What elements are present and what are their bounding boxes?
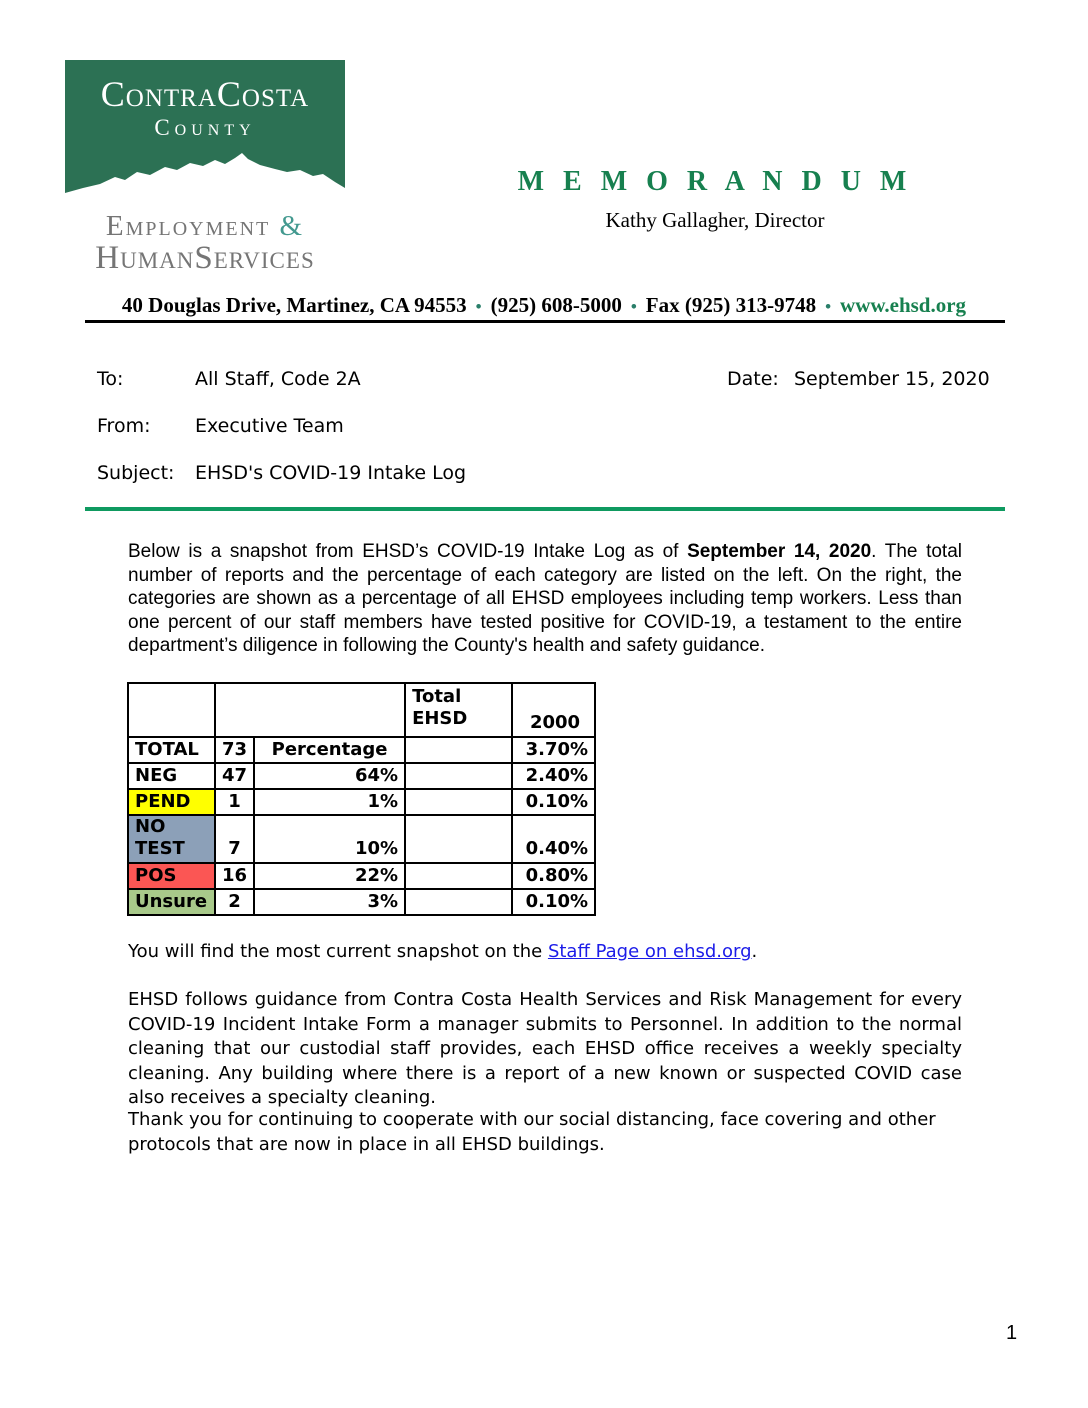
from-label: From: (97, 415, 151, 437)
logo-employment-text: Employment (105, 210, 280, 242)
row-percentage: 3% (254, 889, 405, 915)
header-2000: 2000 (512, 683, 595, 737)
row-label: NO TEST (128, 815, 215, 863)
date-value: September 15, 2020 (794, 368, 990, 390)
table-row-no-test (128, 815, 595, 863)
contact-website-link[interactable]: www.ehsd.org (840, 293, 967, 317)
row-count: 73 (215, 737, 254, 763)
intro-paragraph (128, 540, 962, 658)
bullet-icon: • (825, 297, 832, 316)
p1-bold-date: September 14, 2020 (687, 541, 872, 562)
row-ehsd (405, 789, 512, 815)
contact-phone: (925) 608-5000 (490, 293, 622, 317)
row-of2000: 0.40% (512, 815, 595, 863)
row-count: 1 (215, 789, 254, 815)
page-number: 1 (1006, 1322, 1018, 1344)
table-row-total (128, 737, 595, 763)
contact-fax: Fax (925) 313-9748 (645, 293, 817, 317)
to-value: All Staff, Code 2A (195, 368, 361, 390)
memo-title: M E M O R A N D U M (517, 166, 913, 197)
date-label: Date: (727, 368, 779, 390)
row-label: TOTAL (128, 737, 215, 763)
row-count: 16 (215, 863, 254, 889)
snapshot-link-paragraph (128, 941, 962, 962)
subject-divider (85, 507, 1005, 511)
staff-page-link[interactable]: Staff Page on ehsd.org (547, 941, 752, 962)
table-row-pos (128, 863, 595, 889)
row-label: PEND (128, 789, 215, 815)
row-of2000: 0.80% (512, 863, 595, 889)
table-header-row (128, 683, 595, 737)
logo-ampersand: & (279, 210, 305, 242)
row-of2000: 2.40% (512, 763, 595, 789)
row-label: Unsure (128, 889, 215, 915)
row-ehsd (405, 737, 512, 763)
logo-department-name (65, 211, 345, 276)
table-row-unsure (128, 889, 595, 915)
row-of2000: 3.70% (512, 737, 595, 763)
row-percentage: 22% (254, 863, 405, 889)
thanks-paragraph: Thank you for continuing to cooperate with our social distancing, face covering and other protocols that are now in place in all EHSD buildings. (128, 1109, 936, 1155)
p2-after: . (751, 941, 758, 962)
row-percentage: 10% (254, 815, 405, 863)
row-of2000: 0.10% (512, 889, 595, 915)
row-percentage: 1% (254, 789, 405, 815)
subject-value: EHSD's COVID-19 Intake Log (195, 462, 467, 484)
covid-intake-table (127, 682, 596, 916)
table-row-pend (128, 789, 595, 815)
logo-county-name: ContraCosta (100, 74, 310, 114)
row-of2000: 0.10% (512, 789, 595, 815)
county-logo (65, 60, 345, 276)
guidance-paragraph: EHSD follows guidance from Contra Costa Health Services and Risk Management for every COVID-19 Incident Intake Form a manager submits to Personnel. In addition to the normal cleaning that our custodial staff provides, each EHSD office receives a weekly specialty cleaning. Any building where there is a report of a new known or suspected COVID case also receives a specialty cleaning. (128, 989, 962, 1108)
row-count: 47 (215, 763, 254, 789)
header-total-ehsd: Total EHSD (405, 683, 512, 737)
logo-county-word: County (154, 115, 256, 140)
logo-humanservices-text: HumanServices (95, 240, 315, 277)
contact-line (0, 293, 1088, 318)
p1-before: Below is a snapshot from EHSD’s COVID-19 Intake Log as of (128, 541, 688, 562)
row-count: 7 (215, 815, 254, 863)
contact-address: 40 Douglas Drive, Martinez, CA 94553 (121, 293, 467, 317)
bullet-icon: • (630, 297, 637, 316)
row-label: NEG (128, 763, 215, 789)
field-date (727, 368, 990, 390)
row-percentage: Percentage (254, 737, 405, 763)
memo-director: Kathy Gallagher, Director (605, 208, 825, 232)
header-divider (85, 320, 1005, 323)
field-to (97, 368, 361, 390)
field-from (97, 415, 344, 437)
row-ehsd (405, 763, 512, 789)
row-label: POS (128, 863, 215, 889)
subject-label: Subject: (97, 462, 175, 484)
row-ehsd (405, 815, 512, 863)
header-empty-1 (128, 683, 215, 737)
bullet-icon: • (475, 297, 482, 316)
memo-heading (420, 166, 1010, 233)
to-label: To: (97, 368, 124, 390)
from-value: Executive Team (195, 415, 344, 437)
p1-after: . The total number of reports and the percentage of each category are listed on the left. On the right, the categories are shown as a percentage of all EHSD employees including temp workers. Less than one percent of our staff members have tested positive for COVID-19, a testament to the entire department’s diligence in following the County's health and safety guidance. (128, 541, 962, 656)
field-subject (97, 462, 466, 484)
row-percentage: 64% (254, 763, 405, 789)
table-row-neg (128, 763, 595, 789)
row-count: 2 (215, 889, 254, 915)
row-ehsd (405, 889, 512, 915)
logo-green-block (65, 60, 345, 207)
row-ehsd (405, 863, 512, 889)
header-empty-2 (215, 683, 405, 737)
p2-before: You will find the most current snapshot on the (128, 941, 548, 962)
